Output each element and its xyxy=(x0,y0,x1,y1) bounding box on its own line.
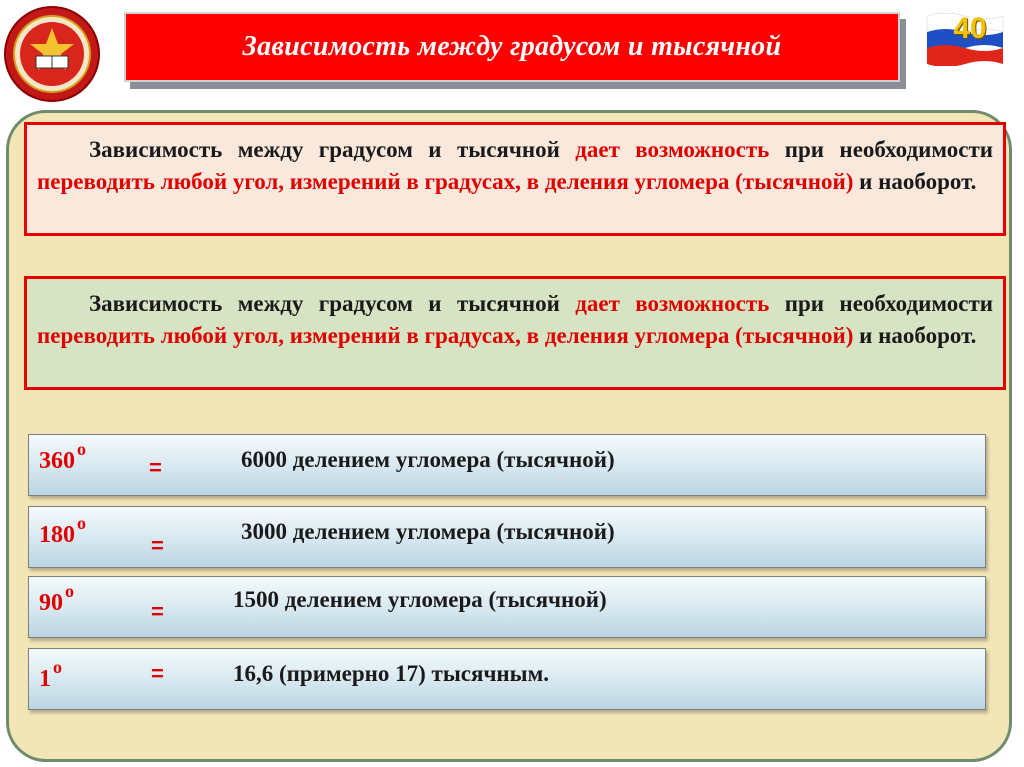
degree-sign: о xyxy=(77,513,86,533)
equals-sign: = xyxy=(151,661,164,686)
text-segment: при необходимости xyxy=(769,291,993,316)
definition-text xyxy=(37,288,993,352)
degree-sign: о xyxy=(53,657,62,677)
text-segment: Зависимость между градусом и тысячной xyxy=(89,137,576,162)
conversion-row xyxy=(28,434,986,496)
degree-sign: о xyxy=(65,581,74,601)
definition-text xyxy=(37,134,993,198)
text-segment: Зависимость между градусом и тысячной xyxy=(89,291,576,316)
equals-sign: = xyxy=(151,599,164,624)
page-title: Зависимость между градусом и тысячной xyxy=(242,31,782,62)
title-banner xyxy=(124,12,900,82)
highlight-text: дает возможность xyxy=(575,291,770,316)
degree-value xyxy=(39,513,86,549)
definition-box-2 xyxy=(24,276,1006,390)
equals-sign: = xyxy=(151,533,164,558)
degree-value xyxy=(39,439,86,475)
conversion-row xyxy=(28,506,986,568)
degree-number: 180 xyxy=(39,522,75,548)
degree-value xyxy=(39,657,62,693)
conversion-row xyxy=(28,648,986,710)
text-segment: при необходимости xyxy=(769,137,993,162)
degree-sign: о xyxy=(77,439,86,459)
page-number: 40 xyxy=(953,12,987,45)
text-segment: и наоборот. xyxy=(853,323,977,348)
highlight-text: дает возможность xyxy=(575,137,770,162)
text-segment: и наоборот. xyxy=(853,169,977,194)
equals-sign: = xyxy=(149,455,162,480)
conversion-row xyxy=(28,576,986,638)
highlight-text: переводить любой угол, измерений в градусах, в деления угломера (тысячной) xyxy=(37,169,854,194)
degree-number: 1 xyxy=(39,666,51,692)
conversion-text: 16,6 (примерно 17) тысячным. xyxy=(233,661,550,686)
degree-value xyxy=(39,581,74,617)
definition-box-1 xyxy=(24,122,1006,236)
conversion-text: 6000 делением угломера (тысячной) xyxy=(241,447,615,472)
conversion-text: 3000 делением угломера (тысячной) xyxy=(241,519,615,544)
conversion-text: 1500 делением угломера (тысячной) xyxy=(233,587,607,612)
degree-number: 360 xyxy=(39,448,75,474)
highlight-text: переводить любой угол, измерений в градусах, в деления угломера (тысячной) xyxy=(37,323,854,348)
military-emblem-icon xyxy=(2,4,102,104)
degree-number: 90 xyxy=(39,590,63,616)
